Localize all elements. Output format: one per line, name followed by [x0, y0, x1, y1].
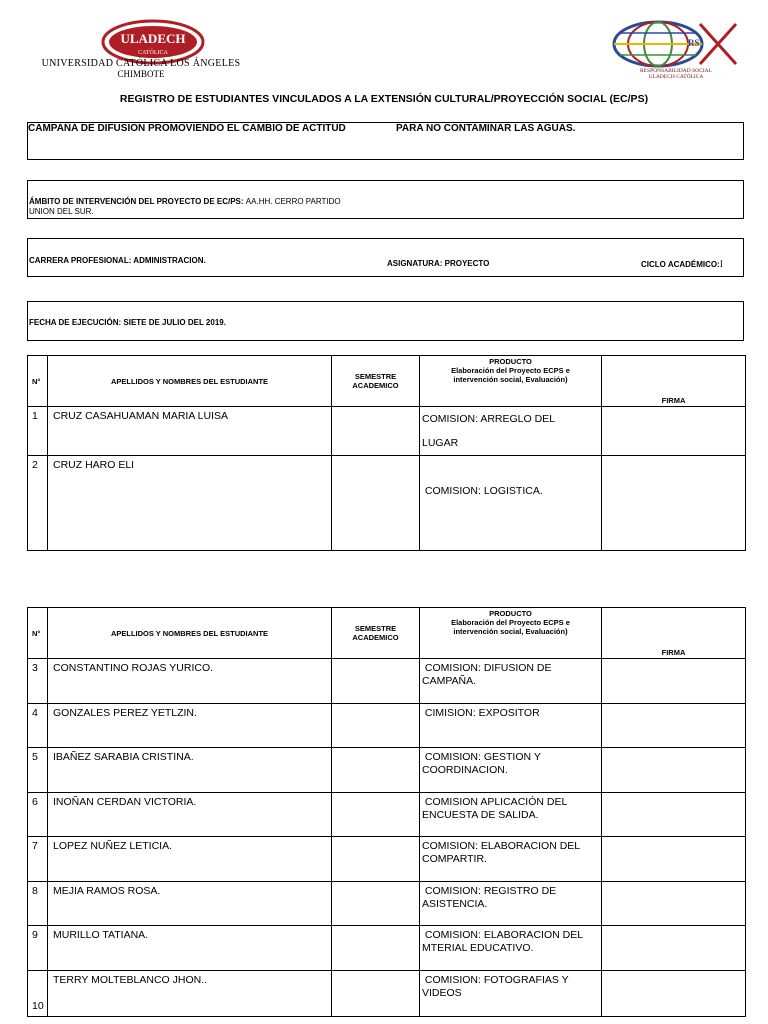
ambito-line-1 — [29, 197, 341, 206]
row-firma[interactable] — [602, 659, 746, 704]
carrera-box — [27, 238, 744, 277]
header-producto-1: PRODUCTO — [489, 357, 532, 366]
row-firma[interactable] — [602, 456, 746, 551]
header-producto — [420, 608, 602, 659]
header-semestre-2: ACADEMICO — [352, 633, 399, 642]
row-name: TERRY MOLTEBLANCO JHON.. — [48, 971, 332, 1017]
row-producto — [420, 748, 602, 793]
ambito-box — [27, 180, 744, 219]
ciclo-value: I — [719, 259, 723, 269]
row-semestre — [332, 926, 420, 971]
asignatura-label: ASIGNATURA: PROYECTO — [387, 259, 490, 268]
header-producto-3: intervención social, Evaluación) — [453, 375, 568, 384]
table-row — [28, 748, 746, 793]
row-producto-1: COMISION: ELABORACION DEL — [422, 840, 581, 852]
header-semestre — [332, 608, 420, 659]
header-producto-2: Elaboración del Proyecto ECPS e — [451, 366, 570, 375]
header-producto-3: intervención social, Evaluación) — [453, 627, 568, 636]
social-responsibility-logo — [608, 20, 744, 84]
row-firma[interactable] — [602, 882, 746, 926]
row-producto — [420, 837, 602, 882]
row-producto-1: CIMISION: EXPOSITOR — [422, 707, 540, 719]
row-producto — [420, 882, 602, 926]
row-semestre — [332, 748, 420, 793]
table-row — [28, 407, 746, 456]
row-producto-1: COMISION: DIFUSION DE — [422, 662, 552, 674]
row-firma[interactable] — [602, 748, 746, 793]
row-producto-1: COMISION: LOGISTICA. — [422, 485, 543, 497]
document-title: REGISTRO DE ESTUDIANTES VINCULADOS A LA EXTENSIÓN CULTURAL/PROYECCIÓN SOCIAL (EC/PS) — [119, 93, 649, 105]
row-semestre — [332, 837, 420, 882]
header-semestre-1: SEMESTRE — [354, 624, 397, 633]
row-num: 2 — [28, 456, 48, 551]
table-header-row — [28, 356, 746, 407]
uladech-logo-subtext: CATÓLICA — [138, 50, 168, 56]
row-firma[interactable] — [602, 407, 746, 456]
header-producto-1: PRODUCTO — [489, 609, 532, 618]
header-semestre-2: ACADEMICO — [352, 381, 399, 390]
row-num: 6 — [28, 793, 48, 837]
header-num: N° — [28, 608, 48, 659]
ciclo-label: CICLO ACADÉMICO: — [641, 260, 720, 269]
carrera-label: CARRERA PROFESIONAL: ADMINISTRACION. — [29, 256, 206, 265]
ambito-value-1: AA.HH. CERRO PARTIDO — [245, 197, 341, 206]
header-firma: FIRMA — [602, 608, 746, 659]
row-producto-2: ASISTENCIA. — [422, 898, 488, 910]
row-num: 8 — [28, 882, 48, 926]
uladech-logo-text: ULADECH — [120, 31, 186, 46]
header-name: APELLIDOS Y NOMBRES DEL ESTUDIANTE — [48, 608, 332, 659]
row-num: 3 — [28, 659, 48, 704]
ambito-label: ÁMBITO DE INTERVENCIÓN DEL PROYECTO DE EC/PS: — [29, 197, 244, 206]
row-firma[interactable] — [602, 704, 746, 748]
campaign-title-part-2: PARA NO CONTAMINAR LAS AGUAS. — [396, 123, 576, 134]
table-row — [28, 793, 746, 837]
row-producto-1: COMISION: ELABORACION DEL — [422, 929, 584, 941]
row-producto-1: COMISION: GESTION Y — [422, 751, 541, 763]
fecha-box — [27, 301, 744, 341]
table-row — [28, 882, 746, 926]
campaign-box — [27, 122, 744, 160]
row-name: IBAÑEZ SARABIA CRISTINA. — [48, 748, 332, 793]
fecha-label: FECHA DE EJECUCIÓN: SIETE DE JULIO DEL 2019. — [29, 318, 226, 327]
row-firma[interactable] — [602, 971, 746, 1017]
header-producto — [420, 356, 602, 407]
rs-logo-text: RS — [688, 38, 700, 48]
ciclo-academico — [641, 259, 723, 269]
row-producto-2: VIDEOS — [422, 987, 462, 999]
header-semestre — [332, 356, 420, 407]
header-producto-2: Elaboración del Proyecto ECPS e — [451, 618, 570, 627]
row-producto-2: LUGAR — [422, 437, 459, 449]
row-num: 1 — [28, 407, 48, 456]
students-table-1 — [27, 355, 746, 551]
row-producto-1: COMISION: ARREGLO DEL — [422, 413, 556, 425]
row-name: CONSTANTINO ROJAS YURICO. — [48, 659, 332, 704]
row-producto-2: COORDINACION. — [422, 764, 508, 776]
row-num: 4 — [28, 704, 48, 748]
row-producto — [420, 704, 602, 748]
row-producto — [420, 926, 602, 971]
header-semestre-1: SEMESTRE — [354, 372, 397, 381]
university-logo — [28, 10, 254, 80]
row-num: 5 — [28, 748, 48, 793]
rs-caption-line-1: RESPONSABILIDAD SOCIAL — [640, 68, 712, 74]
row-firma[interactable] — [602, 793, 746, 837]
row-producto-1: COMISION: FOTOGRAFIAS Y — [422, 974, 569, 986]
row-semestre — [332, 793, 420, 837]
table-row — [28, 971, 746, 1017]
table-row — [28, 456, 746, 551]
students-table-2 — [27, 607, 746, 1017]
row-num: 10 — [28, 971, 48, 1017]
row-name: CRUZ HARO ELI — [48, 456, 332, 551]
row-producto-2: ENCUESTA DE SALIDA. — [422, 809, 539, 821]
table-row — [28, 837, 746, 882]
header-firma: FIRMA — [602, 356, 746, 407]
row-num: 7 — [28, 837, 48, 882]
campaign-title-part-1: CAMPAÑA DE DIFUSION PROMOVIENDO EL CAMBIO DE ACTITUD — [28, 123, 346, 134]
row-producto-2: CAMPAÑA. — [422, 675, 477, 687]
row-semestre — [332, 659, 420, 704]
university-name: UNIVERSIDAD CATÓLICA LOS ÁNGELES — [41, 58, 241, 69]
table-row — [28, 659, 746, 704]
row-semestre — [332, 407, 420, 456]
row-producto-1: COMISION: REGISTRO DE — [422, 885, 557, 897]
row-semestre — [332, 971, 420, 1017]
row-producto-2: MTERIAL EDUCATIVO. — [422, 942, 534, 954]
row-name: LOPEZ NUÑEZ LETICIA. — [48, 837, 332, 882]
row-producto — [420, 971, 602, 1017]
row-name: GONZALES PEREZ YETLZIN. — [48, 704, 332, 748]
table-header-row — [28, 608, 746, 659]
globe-icon — [608, 20, 744, 68]
row-semestre — [332, 882, 420, 926]
row-firma[interactable] — [602, 837, 746, 882]
row-firma[interactable] — [602, 926, 746, 971]
row-producto — [420, 659, 602, 704]
ambito-value-2: UNION DEL SUR. — [29, 207, 94, 216]
header-num: N° — [28, 356, 48, 407]
university-city: CHIMBOTE — [117, 69, 165, 79]
row-producto — [420, 407, 602, 456]
row-producto — [420, 456, 602, 551]
row-name: MURILLO TATIANA. — [48, 926, 332, 971]
row-name: MEJIA RAMOS ROSA. — [48, 882, 332, 926]
row-name: INOÑAN CERDAN VICTORIA. — [48, 793, 332, 837]
row-producto — [420, 793, 602, 837]
table-row — [28, 926, 746, 971]
row-num: 9 — [28, 926, 48, 971]
row-producto-2: COMPARTIR. — [422, 853, 487, 865]
row-semestre — [332, 456, 420, 551]
rs-caption — [608, 68, 744, 80]
row-name: CRUZ CASAHUAMAN MARIA LUISA — [48, 407, 332, 456]
row-semestre — [332, 704, 420, 748]
header-name: APELLIDOS Y NOMBRES DEL ESTUDIANTE — [48, 356, 332, 407]
row-producto-1: COMISION APLICACIÓN DEL — [422, 796, 568, 808]
rs-caption-line-2: ULADECH CATÓLICA — [648, 74, 704, 80]
table-row — [28, 704, 746, 748]
